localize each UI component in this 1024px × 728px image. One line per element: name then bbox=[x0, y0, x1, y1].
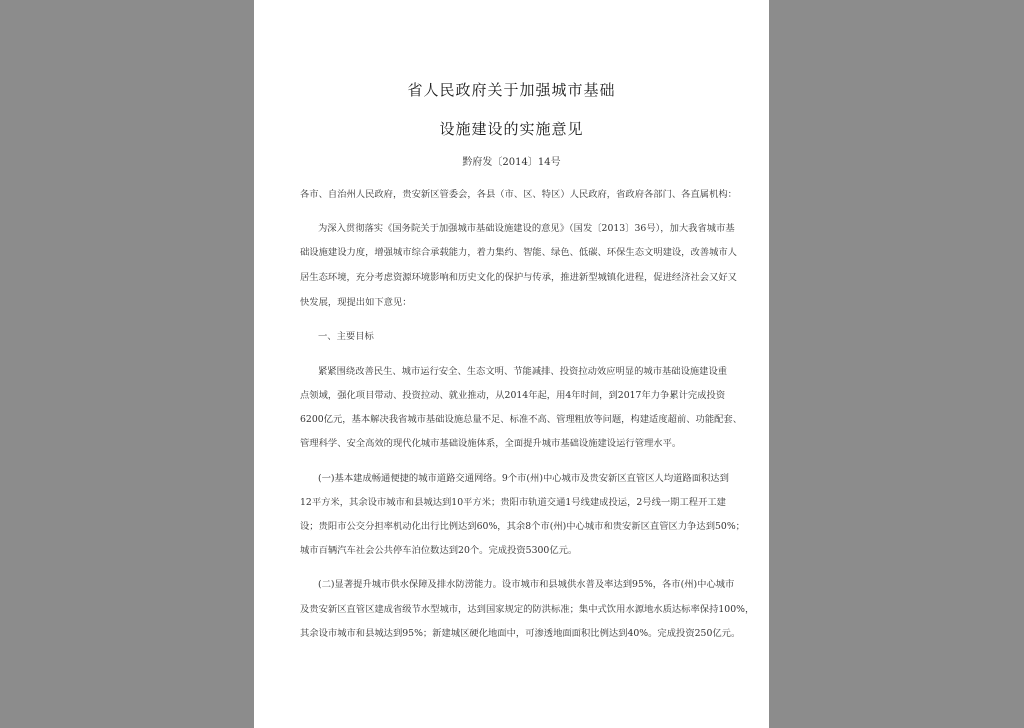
item-1-line-2: 12平方米，其余设市城市和县城达到10平方米；贵阳市轨道交通1号线建成投运，2号线一期工程开工建 bbox=[300, 497, 726, 508]
addressee-line: 各市、自治州人民政府，贵安新区管委会，各县（市、区、特区）人民政府，省政府各部门、各直属机构： bbox=[300, 189, 737, 200]
item-1-line-3: 设；贵阳市公交分担率机动化出行比例达到60%，其余8个市(州)中心城市和贵安新区直管区力争达到50%； bbox=[300, 521, 745, 532]
section-1-line-4: 管理科学、安全高效的现代化城市基础设施体系，全面提升城市基础设施建设运行管理水平。 bbox=[300, 438, 682, 449]
section-1-line-1: 紧紧围绕改善民生、城市运行安全、生态文明、节能减排、投资拉动效应明显的城市基础设施建设重 bbox=[318, 366, 728, 377]
item-1-line-1: (一)基本建成畅通便捷的城市道路交通网络。9个市(州)中心城市及贵安新区直管区人均道路面积达到 bbox=[318, 473, 729, 484]
item-2-line-1: (二)显著提升城市供水保障及排水防涝能力。设市城市和县城供水普及率达到95%，各市(州)中心城市 bbox=[318, 579, 735, 590]
intro-line-3: 居生态环境，充分考虑资源环境影响和历史文化的保护与传承，推进新型城镇化进程，促进经济社会又好又 bbox=[300, 272, 737, 283]
intro-line-1: 为深入贯彻落实《国务院关于加强城市基础设施建设的意见》（国发〔2013〕36号），加大我省城市基 bbox=[318, 223, 735, 234]
section-1-heading: 一、主要目标 bbox=[318, 331, 374, 342]
intro-line-2: 础设施建设力度，增强城市综合承载能力，着力集约、智能、绿色、低碳、环保生态文明建设，改善城市人 bbox=[300, 247, 737, 258]
document-title-line-2: 设施建设的实施意见 bbox=[439, 120, 584, 138]
section-1-line-3: 6200亿元，基本解决我省城市基础设施总量不足、标准不高、管理粗放等问题，构建适度超前、功能配套、 bbox=[300, 414, 743, 425]
item-1-line-4: 城市百辆汽车社会公共停车泊位数达到20个。完成投资5300亿元。 bbox=[300, 545, 578, 556]
intro-line-4: 快发展，现提出如下意见： bbox=[300, 297, 412, 308]
item-2-line-2: 及贵安新区直管区建成省级节水型城市，达到国家规定的防洪标准；集中式饮用水源地水质达标率保持100%， bbox=[300, 604, 755, 615]
document-title-line-1: 省人民政府关于加强城市基础 bbox=[407, 81, 616, 99]
section-1-line-2: 点领域，强化项目带动、投资拉动、就业推动，从2014年起，用4年时间，到2017年力争累计完成投资 bbox=[300, 390, 726, 401]
document-page bbox=[254, 0, 769, 728]
document-number: 黔府发〔2014〕14号 bbox=[462, 157, 561, 168]
item-2-line-3: 其余设市城市和县城达到95%；新建城区硬化地面中，可渗透地面面积比例达到40%。完成投资250亿元。 bbox=[300, 628, 741, 639]
